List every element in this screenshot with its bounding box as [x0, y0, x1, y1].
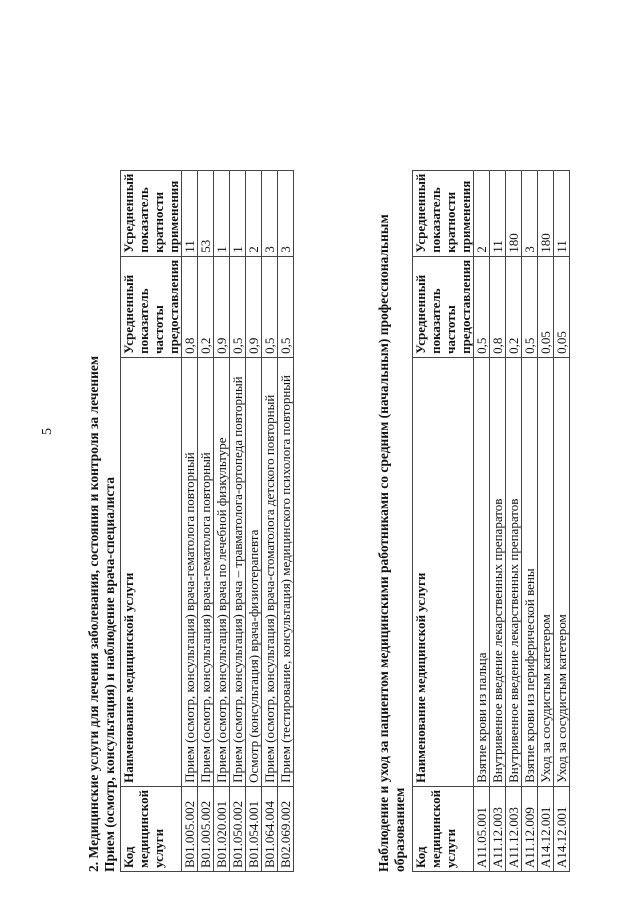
table2-header-code: Код медицинской услуги: [413, 786, 474, 871]
cell-code: B01.005.002: [182, 786, 198, 871]
cell-freq: 0,5: [522, 256, 538, 357]
cell-code: A11.05.001: [474, 786, 490, 871]
cell-name: Прием (осмотр, консультация) врача-гематолога повторный: [182, 357, 198, 786]
cell-freq: 0,8: [182, 256, 198, 357]
cell-mult: 3: [262, 170, 278, 256]
table-row: [278, 170, 294, 871]
table-row: [214, 170, 230, 871]
table2-title: Наблюдение и уход за пациентом медицинскими работниками со средним (начальным) профессиональным образованием: [376, 214, 407, 872]
table-row: [230, 170, 246, 871]
table1-header-row: [121, 170, 182, 871]
cell-mult: 11: [182, 170, 198, 256]
cell-code: B01.020.001: [214, 786, 230, 871]
cell-code: B01.050.002: [230, 786, 246, 871]
rotated-page-content: [86, 22, 640, 872]
page-number: 5: [40, 428, 55, 435]
cell-code: A14.12.001: [538, 786, 554, 871]
section-title: 2. Медицинские услуги для лечения заболевания, состояния и контроля за лечением: [86, 355, 101, 872]
cell-freq: 0,8: [490, 256, 506, 357]
table-row: [182, 170, 198, 871]
table-row: [522, 170, 538, 871]
table1-header-mult: Усредненный показатель кратности применения: [121, 170, 182, 256]
cell-code: A11.12.003: [490, 786, 506, 871]
table-row: [538, 170, 554, 871]
cell-name: Уход за сосудистым катетером: [554, 357, 570, 786]
cell-mult: 11: [554, 170, 570, 256]
table2-header-name: Наименование медицинской услуги: [413, 357, 474, 786]
cell-name: Прием (осмотр, консультация) врача-гематолога повторный: [198, 357, 214, 786]
cell-freq: 0,2: [198, 256, 214, 357]
cell-name: Прием (осмотр, консультация) врача-стоматолога детского повторный: [262, 357, 278, 786]
cell-mult: 1: [230, 170, 246, 256]
cell-code: A14.12.001: [554, 786, 570, 871]
table-row: [474, 170, 490, 871]
cell-freq: 0,05: [538, 256, 554, 357]
table1: [120, 170, 294, 872]
cell-mult: 3: [278, 170, 294, 256]
cell-name: Внутривенное введение лекарственных препаратов: [506, 357, 522, 786]
table2-header-mult: Усредненный показатель кратности применения: [413, 170, 474, 256]
cell-name: Прием (осмотр, консультация) врача по лечебной физкультуре: [214, 357, 230, 786]
table1-header-freq: Усредненный показатель частоты предоставления: [121, 256, 182, 357]
cell-code: B01.005.002: [198, 786, 214, 871]
table2: [412, 170, 570, 872]
cell-code: A11.12.009: [522, 786, 538, 871]
cell-mult: 53: [198, 170, 214, 256]
table1-title: Прием (осмотр, консультация) и наблюдение врача-специалиста: [102, 477, 117, 872]
cell-name: Взятие крови из пальца: [474, 357, 490, 786]
cell-name: Осмотр (консультация) врача-физиотерапевта: [246, 357, 262, 786]
table-row: [490, 170, 506, 871]
table-row: [246, 170, 262, 871]
cell-code: B02.069.002: [278, 786, 294, 871]
cell-code: B01.054.001: [246, 786, 262, 871]
cell-freq: 0,5: [474, 256, 490, 357]
cell-freq: 0,9: [214, 256, 230, 357]
cell-code: B01.064.004: [262, 786, 278, 871]
cell-mult: 2: [474, 170, 490, 256]
cell-mult: 2: [246, 170, 262, 256]
table-row: [506, 170, 522, 871]
cell-freq: 0,2: [506, 256, 522, 357]
table1-header-code: Код медицинской услуги: [121, 786, 182, 871]
cell-mult: 1: [214, 170, 230, 256]
table2-header-row: [413, 170, 474, 871]
cell-freq: 0,05: [554, 256, 570, 357]
cell-mult: 11: [490, 170, 506, 256]
cell-freq: 0,9: [246, 256, 262, 357]
table-row: [198, 170, 214, 871]
cell-mult: 3: [522, 170, 538, 256]
cell-name: Взятие крови из периферической вены: [522, 357, 538, 786]
cell-freq: 0,5: [278, 256, 294, 357]
table1-header-name: Наименование медицинской услуги: [121, 357, 182, 786]
cell-mult: 180: [506, 170, 522, 256]
cell-code: A11.12.003: [506, 786, 522, 871]
cell-freq: 0,5: [230, 256, 246, 357]
cell-name: Внутривенное введение лекарственных препаратов: [490, 357, 506, 786]
cell-name: Прием (осмотр, консультация) врача – травматолога-ортопеда повторный: [230, 357, 246, 786]
table-row: [554, 170, 570, 871]
cell-freq: 0,5: [262, 256, 278, 357]
cell-mult: 180: [538, 170, 554, 256]
table-row: [262, 170, 278, 871]
cell-name: Прием (тестирование, консультация) медицинского психолога повторный: [278, 357, 294, 786]
cell-name: Уход за сосудистым катетером: [538, 357, 554, 786]
table2-header-freq: Усредненный показатель частоты предоставления: [413, 256, 474, 357]
